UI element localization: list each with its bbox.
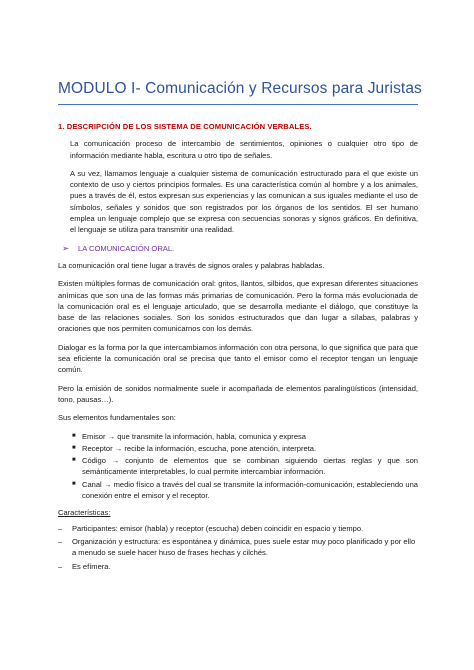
list-item-text: Receptor → recibe la información, escucha, pone atención, interpreta. (82, 443, 317, 453)
paragraph: Pero la emisión de sonidos normalmente suele ir acompañada de elementos paralingüísticos (intensidad, tono, pausas…). (58, 383, 418, 404)
section-heading: 1. DESCRIPCIÓN DE LOS SISTEMA DE COMUNICACIÓN VERBALES. (58, 122, 312, 131)
elements-list (58, 431, 418, 502)
list-item-text: Participantes: emisor (habla) y receptor (escucha) deben coincidir en espacio y tiempo. (72, 523, 364, 533)
list-item (58, 561, 418, 572)
list-item-text: Organización y estructura: es espontánea y dinámica, pues suele estar muy poco planificado y por ello a menudo se suele hacer huso de frases hechas y cilchés. (72, 536, 416, 558)
list-item (72, 443, 418, 454)
paragraph: La comunicación oral tiene lugar a través de signos orales y palabras habladas. (58, 260, 325, 270)
title-underline (58, 104, 418, 105)
paragraph: Dialogar es la forma por la que intercambiamos información con otra persona, lo que significa que para que sea eficiente la comunicación oral se precisa que tanto el emisor como el receptor tengan un lenguaje común. (58, 342, 418, 375)
list-item (72, 479, 418, 502)
characteristics-heading: Características: (58, 508, 111, 518)
square-bullet-icon: ■ (72, 457, 76, 464)
list-item (58, 523, 418, 534)
document-title: MODULO I- Comunicación y Recursos para Juristas (58, 80, 422, 97)
list-item-text: Código → conjunto de elementos que se combinan siguiendo ciertas reglas y que son semánticamente interpretables, lo cual permite intercambiar información. (82, 456, 418, 477)
square-bullet-icon: ■ (72, 480, 76, 487)
document-body (58, 121, 418, 574)
square-bullet-icon: ■ (72, 432, 76, 439)
characteristics-list (58, 523, 418, 572)
subsection-heading-text: LA COMUNICACIÓN ORAL. (78, 243, 175, 253)
list-item (58, 536, 418, 559)
list-item-text: Canal → medio físico a través del cual se transmite la información-comunicación, estableciendo una conexión entre el emisor y el receptor. (82, 479, 418, 501)
paragraph: Existen múltiples formas de comunicación oral: gritos, llantos, silbidos, que expresan diferentes situaciones anímicas que son una de las formas más primarias de comunicación. Pero la forma más evolucionada de la comunicación oral es el lenguaje articulado, que se desarrolla mediante el diálogo, que constituye la base de las relaciones sociales. Son los sonidos estructurados que dan lugar a sílabas, palabras y oraciones que nos permiten comunicarnos con los demás. (58, 279, 418, 334)
right-arrowhead-icon: ➢ (62, 242, 70, 253)
paragraph: Sus elementos fundamentales son: (58, 413, 176, 423)
list-item-text: Emisor → que transmite la información, habla, comunica y expresa (82, 431, 306, 441)
list-item (72, 431, 418, 442)
paragraph: A su vez, llamamos lenguaje a cualquier sistema de comunicación estructurado para el que existe un contexto de uso y ciertos principios formales. Es una característica común al hombre y a los animales, pues a través de él, estos expresan sus experiencias y las comunican a sus iguales mediante el uso de símbolos, señales y sonidos que son registrados por los órganos de los sentidos. El ser humano emplea un lenguaje complejo que se expresa con secuencias sonoras y signos gráficos. En definitiva, el lenguaje se utiliza para transmitir una realidad. (70, 168, 418, 235)
list-item (72, 455, 418, 478)
dash-icon: – (58, 561, 63, 571)
subsection-heading (58, 243, 418, 254)
dash-icon: – (58, 523, 63, 533)
square-bullet-icon: ■ (72, 444, 76, 451)
list-item-text: Es efímera. (72, 561, 111, 571)
dash-icon: – (58, 536, 63, 546)
paragraph: La comunicación proceso de intercambio de sentimientos, opiniones o cualquier otro tipo de información mediante habla, escritura u otro tipo de señales. (70, 139, 418, 160)
